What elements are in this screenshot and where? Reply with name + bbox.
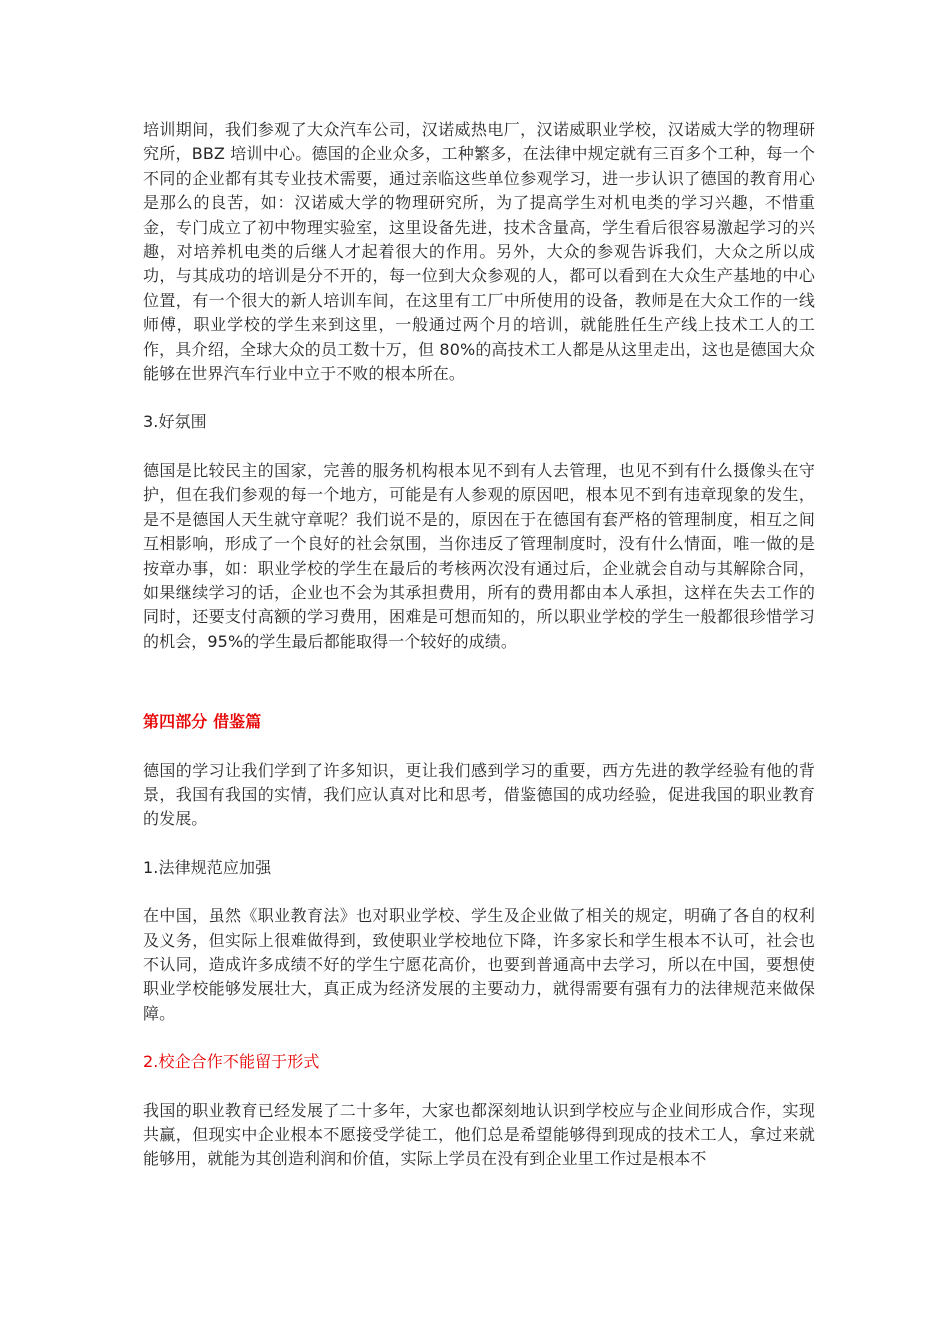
paragraph-training-visits: 培训期间，我们参观了大众汽车公司，汉诺威热电厂，汉诺威职业学校，汉诺威大学的物理研究所，BBZ 培训中心。德国的企业众多，工种繁多，在法律中规定就有三百多个工种，每一个不同的企业都有其专业技术需要，通过亲临这些单位参观学习，进一步认识了德国的教育用心是那么的良苦，如：汉诺威大学的物理研究所，为了提高学生对机电类的学习兴趣，不惜重金，专门成立了初中物理实验室，这里设备先进，技术含量高，学生看后很容易激起学习的兴趣，对培养机电类的后继人才起着很大的作用。另外，大众的参观告诉我们，大众之所以成功，与其成功的培训是分不开的，每一位到大众参观的人，都可以看到在大众生产基地的中心位置，有一个很大的新人培训车间，在这里有工厂中所使用的设备，教师是在大众工作的一线师傅，职业学校的学生来到这里，一般通过两个月的培训，就能胜任生产线上技术工人的工作，具介绍，全球大众的员工数十万，但 80%的高技术工人都是从这里走出，这也是德国大众能够在世界汽车行业中立于不败的根本所在。: [143, 120, 815, 384]
paragraph-cooperation: 我国的职业教育已经发展了二十多年，大家也都深刻地认识到学校应与企业间形成合作，实现共赢，但现实中企业根本不愿接受学徒工，他们总是希望能够得到现成的技术工人，拿过来就能够用，就能为其创造利润和价值，实际上学员在没有到企业里工作过是根本不: [143, 1100, 815, 1169]
paragraph-atmosphere: 德国是比较民主的国家，完善的服务机构根本见不到有人去管理，也见不到有什么摄像头在守护，但在我们参观的每一个地方，可能是有人参观的原因吧，根本见不到有违章现象的发生，是不是德国人天生就守章呢？我们说不是的，原因在于在德国有套严格的管理制度，相互之间互相影响，形成了一个良好的社会氛围，当你违反了管理制度时，没有什么情面，唯一做的是按章办事，如：职业学校的学生在最后的考核两次没有通过后，企业就会自动与其解除合同，如果继续学习的话，企业也不会为其承担费用，所有的费用都由本人承担，这样在失去工作的同时，还要支付高额的学习费用，困难是可想而知的，所以职业学校的学生一般都很珍惜学习的机会，95%的学生最后都能取得一个较好的成绩。: [143, 460, 815, 651]
subheading-cooperation: 2.校企合作不能留于形式: [143, 1052, 320, 1072]
section-heading-part4: 第四部分 借鉴篇: [143, 712, 262, 732]
document-page: [143, 118, 815, 1172]
paragraph-law: 在中国，虽然《职业教育法》也对职业学校、学生及企业做了相关的规定，明确了各自的权利及义务，但实际上很难做得到，致使职业学校地位下降，许多家长和学生根本不认可，社会也不认同，造成许多成绩不好的学生宁愿花高价，也要到普通高中去学习，所以在中国，要想使职业学校能够发展壮大，真正成为经济发展的主要动力，就得需要有强有力的法律规范来做保障。: [143, 906, 815, 1023]
subheading-good-atmosphere: 3.好氛围: [143, 412, 207, 432]
subheading-law: 1.法律规范应加强: [143, 857, 272, 877]
paragraph-lessons-intro: 德国的学习让我们学到了许多知识，更让我们感到学习的重要，西方先进的教学经验有他的背景，我国有我国的实情，我们应认真对比和思考，借鉴德国的成功经验，促进我国的职业教育的发展。: [143, 760, 815, 829]
